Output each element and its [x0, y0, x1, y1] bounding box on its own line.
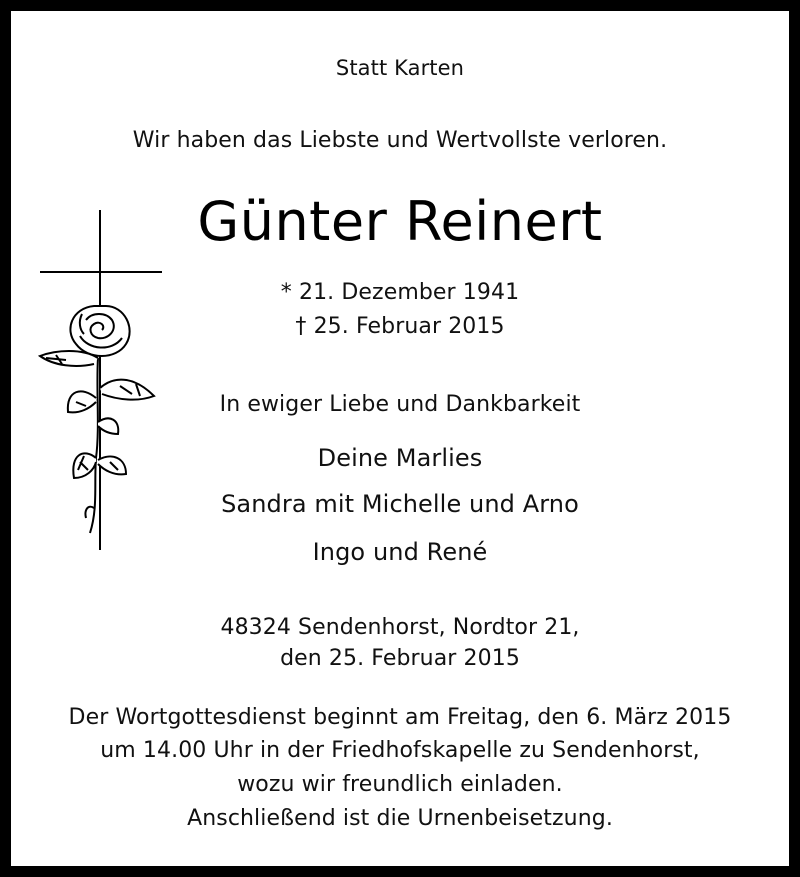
- mourner-line: Deine Marlies: [317, 444, 483, 472]
- birth-date: * 21. Dezember 1941: [280, 280, 520, 305]
- deceased-name: Günter Reinert: [197, 190, 603, 253]
- service-line: wozu wir freundlich einladen.: [237, 772, 563, 797]
- death-date: † 25. Februar 2015: [295, 314, 505, 339]
- mourner-line: Ingo und René: [312, 538, 488, 566]
- service-line: Anschließend ist die Urnenbeisetzung.: [187, 806, 613, 831]
- cross-with-rose-icon: [36, 208, 166, 553]
- dedication-text: In ewiger Liebe und Dankbarkeit: [219, 392, 581, 417]
- intro-text: Wir haben das Liebste und Wertvollste verloren.: [132, 128, 668, 153]
- address-line: 48324 Sendenhorst, Nordtor 21,: [220, 615, 580, 640]
- mourner-line: Sandra mit Michelle und Arno: [221, 490, 579, 518]
- service-line: Der Wortgottesdienst beginnt am Freitag, den 6. März 2015: [68, 705, 732, 730]
- date-line: den 25. Februar 2015: [280, 646, 520, 671]
- service-line: um 14.00 Uhr in der Friedhofskapelle zu Sendenhorst,: [100, 738, 700, 763]
- header-text: Statt Karten: [335, 56, 465, 80]
